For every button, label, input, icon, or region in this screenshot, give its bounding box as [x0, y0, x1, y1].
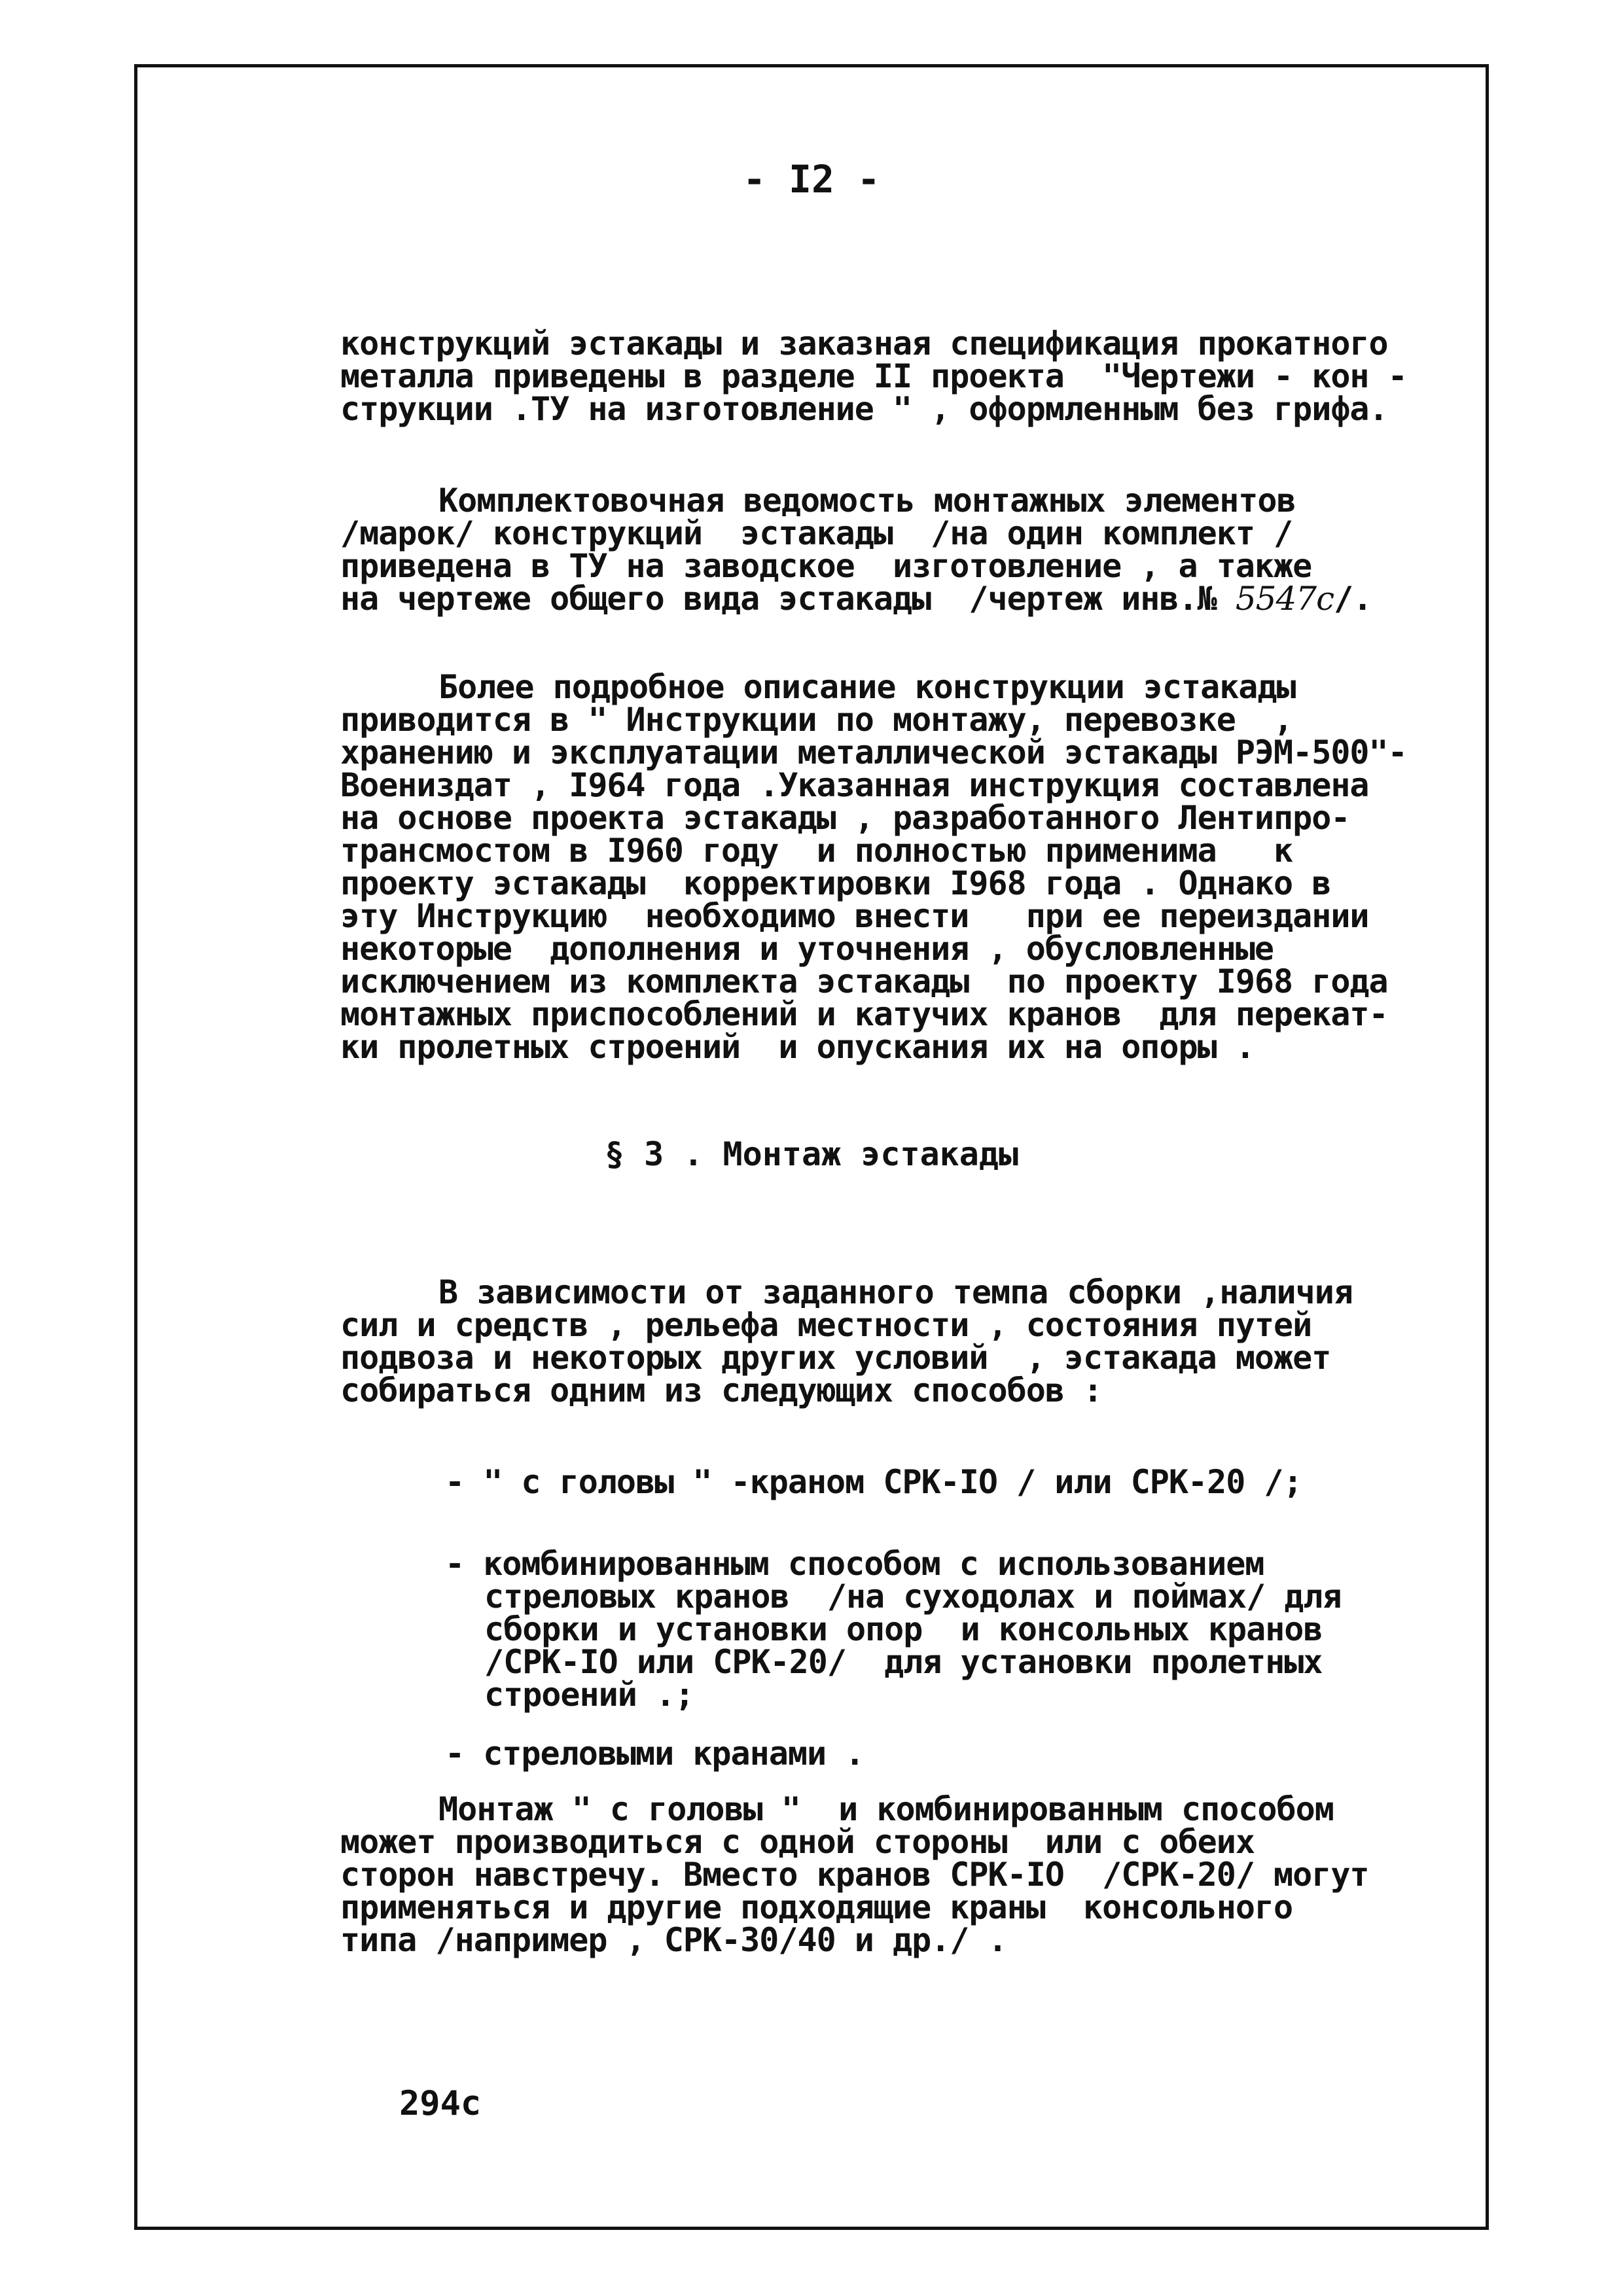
text-line: подвоза и некоторых других условий , эстакада может	[340, 1339, 1331, 1377]
text-line: Более подробное описание конструкции эстакады	[438, 668, 1296, 706]
paragraph-instruction-description	[340, 638, 1407, 1066]
text-line: /марок/ конструкций эстакады /на один комплект /	[340, 514, 1293, 552]
text-line: собираться одним из следующих способов :	[340, 1371, 1103, 1409]
paragraph-closing	[340, 1760, 1369, 1959]
text-line: трансмостом в I960 году и полностью применима к	[340, 832, 1293, 870]
section-heading: § 3 . Монтаж эстакады	[604, 1135, 1019, 1173]
text-line: струкции .ТУ на изготовление " , оформленным без грифа.	[340, 390, 1388, 428]
text-line: В зависимости от заданного темпа сборки ,наличия	[438, 1273, 1353, 1311]
text-line: проекту эстакады корректировки I968 года . Однако в	[340, 864, 1331, 902]
text-line: - комбинированным способом с использованием	[445, 1545, 1264, 1583]
paragraph-assembly-list	[340, 451, 1372, 618]
text-line: Воениздат , I964 года .Указанная инструкция составлена	[340, 766, 1369, 804]
text-line: типа /например , СРК-30/40 и др./ .	[340, 1921, 1007, 1959]
text-line: сторон навстречу. Вместо кранов СРК-IO /СРК-20/ могут	[340, 1856, 1369, 1894]
paragraph-section-intro	[340, 1243, 1353, 1407]
text-line: конструкций эстакады и заказная спецификация прокатного	[340, 325, 1388, 362]
page-number: - I2 -	[743, 157, 880, 202]
paragraph-specification	[340, 294, 1407, 428]
text-line: - " с головы " -краном СРК-IO / или СРК-20 /;	[445, 1463, 1302, 1501]
text-line: может производиться с одной стороны или с обеих	[340, 1823, 1255, 1861]
text-line: эту Инструкцию необходимо внести при ее переиздании	[340, 897, 1369, 935]
text-line: на основе проекта эстакады , разработанного Лентипро-	[340, 799, 1350, 837]
text-line: строений .;	[484, 1676, 694, 1714]
text-line: стреловых кранов /на суходолах и поймах/ для	[484, 1578, 1342, 1616]
text-line: хранению и эксплуатации металлической эстакады РЭМ-500"-	[340, 733, 1407, 771]
text-line: приводится в " Инструкции по монтажу, перевозке ,	[340, 701, 1293, 739]
text-line: ки пролетных строений и опускания их на опоры .	[340, 1028, 1255, 1066]
text-line: Комплектовочная ведомость монтажных элементов	[438, 482, 1296, 520]
text-line: сил и средств , рельефа местности , состояния путей	[340, 1306, 1312, 1344]
text-line: - стреловыми кранами .	[445, 1735, 865, 1773]
text-line: применяться и другие подходящие краны консольного	[340, 1888, 1293, 1926]
text-line	[340, 580, 1372, 618]
text-line: сборки и установки опор и консольных кранов	[484, 1610, 1323, 1648]
text-line: приведена в ТУ на заводское изготовление , а также	[340, 547, 1312, 585]
text-fragment: на чертеже общего вида эстакады /чертеж инв.№	[340, 580, 1236, 618]
text-line: монтажных приспособлений и катучих кранов для перекат-	[340, 995, 1388, 1033]
text-line: /СРК-IO или СРК-20/ для установки пролетных	[484, 1643, 1323, 1681]
text-line: Монтаж " с головы " и комбинированным способом	[438, 1790, 1334, 1828]
handwritten-inventory-number: 5547с	[1235, 580, 1334, 618]
text-line: некоторые дополнения и уточнения , обусловленные	[340, 930, 1274, 968]
footer-document-code: 294с	[399, 2084, 482, 2123]
text-line: исключением из комплекта эстакады по проекту I968 года	[340, 963, 1388, 1000]
text-line: металла приведены в разделе II проекта "Чертежи - кон -	[340, 357, 1407, 395]
text-fragment: /.	[1334, 580, 1372, 618]
